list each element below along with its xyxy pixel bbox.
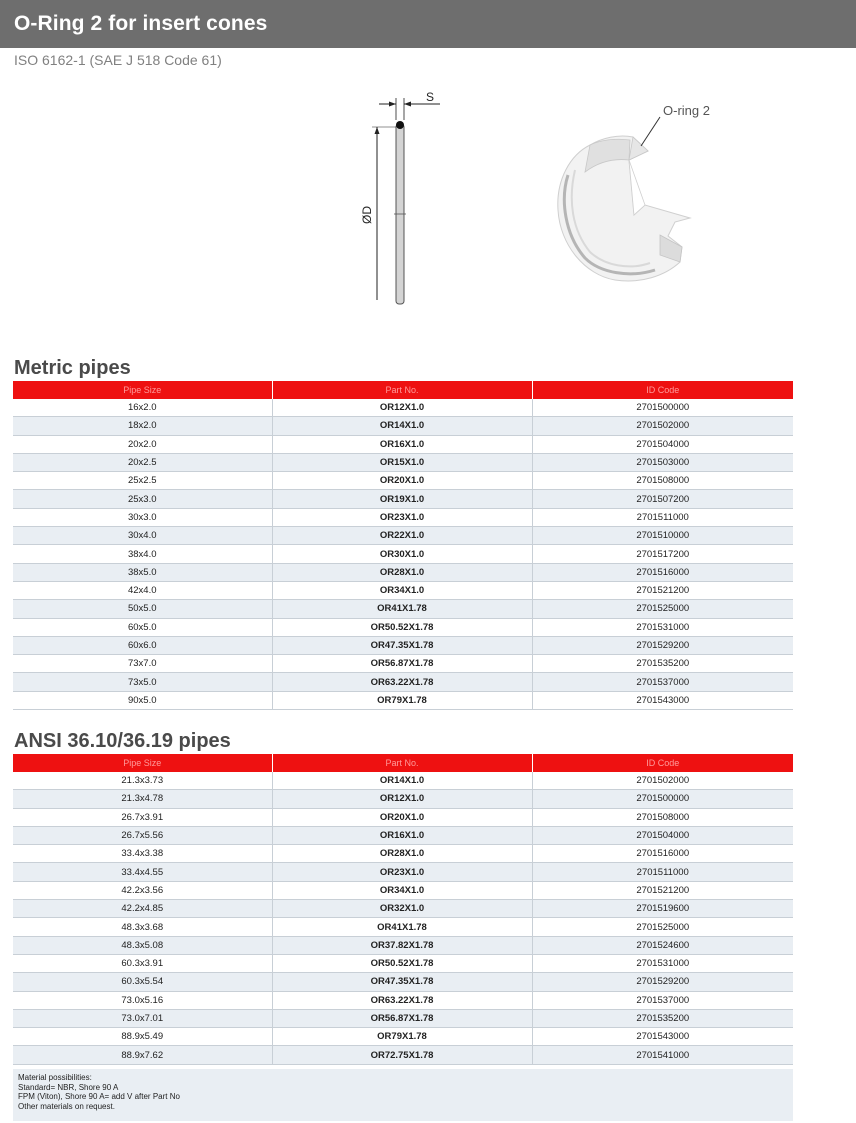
part-no-cell: OR22X1.0 [272,527,532,545]
pipe-size-cell: 88.9x5.49 [13,1028,272,1046]
ansi-pipes-table [13,754,793,1065]
part-no-cell: OR14X1.0 [272,417,532,435]
id-code-cell: 2701535200 [532,655,793,673]
part-no-cell: OR41X1.78 [272,600,532,618]
table-row [13,772,793,790]
id-code-cell: 2701521200 [532,881,793,899]
pipe-size-cell: 42.2x4.85 [13,900,272,918]
id-code-cell: 2701500000 [532,399,793,417]
id-code-cell: 2701508000 [532,808,793,826]
id-code-cell: 2701531000 [532,618,793,636]
id-code-cell: 2701502000 [532,417,793,435]
id-code-cell: 2701529200 [532,636,793,654]
ansi-section-title: ANSI 36.10/36.19 pipes [14,730,231,752]
table-row [13,618,793,636]
notes-line: FPM (Viton), Shore 90 A= add V after Part No [18,1092,180,1101]
table-row [13,826,793,844]
id-code-cell: 2701508000 [532,472,793,490]
pipe-size-cell: 20x2.5 [13,453,272,471]
table-row [13,881,793,899]
part-no-cell: OR34X1.0 [272,581,532,599]
col-header-part-no: Part No. [272,754,532,772]
id-code-cell: 2701516000 [532,845,793,863]
pipe-size-cell: 25x2.5 [13,472,272,490]
part-no-cell: OR63.22X1.78 [272,991,532,1009]
table-row [13,1028,793,1046]
id-code-cell: 2701511000 [532,508,793,526]
pipe-size-cell: 73.0x7.01 [13,1009,272,1027]
pipe-size-cell: 50x5.0 [13,600,272,618]
part-no-cell: OR47.35X1.78 [272,973,532,991]
table-header-row [13,754,793,772]
part-no-cell: OR30X1.0 [272,545,532,563]
table-row [13,417,793,435]
part-no-cell: OR56.87X1.78 [272,655,532,673]
id-code-cell: 2701525000 [532,918,793,936]
id-code-cell: 2701503000 [532,453,793,471]
pipe-size-cell: 21.3x3.73 [13,772,272,790]
id-code-cell: 2701543000 [532,691,793,709]
pipe-size-cell: 21.3x4.78 [13,790,272,808]
id-code-cell: 2701543000 [532,1028,793,1046]
part-no-cell: OR16X1.0 [272,826,532,844]
id-code-cell: 2701531000 [532,954,793,972]
id-code-cell: 2701517200 [532,545,793,563]
notes-line: Other materials on request. [18,1101,115,1111]
id-code-cell: 2701510000 [532,527,793,545]
id-code-cell: 2701516000 [532,563,793,581]
pipe-size-cell: 20x2.0 [13,435,272,453]
table-row [13,900,793,918]
table-row [13,991,793,1009]
table-row [13,1046,793,1064]
col-header-pipe-size: Pipe Size [13,754,272,772]
table-row [13,673,793,691]
id-code-cell: 2701535200 [532,1009,793,1027]
part-no-cell: OR50.52X1.78 [272,618,532,636]
id-code-cell: 2701511000 [532,863,793,881]
pipe-size-cell: 25x3.0 [13,490,272,508]
id-code-cell: 2701521200 [532,581,793,599]
part-no-cell: OR28X1.0 [272,845,532,863]
oring-section-drawing [360,90,440,304]
pipe-size-cell: 16x2.0 [13,399,272,417]
table-row [13,508,793,526]
pipe-size-cell: 48.3x3.68 [13,918,272,936]
part-no-cell: OR12X1.0 [272,790,532,808]
pipe-size-cell: 33.4x4.55 [13,863,272,881]
pipe-size-cell: 73.0x5.16 [13,991,272,1009]
technical-drawing [0,80,856,330]
table-row [13,1009,793,1027]
table-row [13,527,793,545]
insert-cone-illustration [558,103,710,281]
table-row [13,581,793,599]
table-header-row [13,381,793,399]
part-no-cell: OR20X1.0 [272,808,532,826]
table-row [13,490,793,508]
metric-section-title: Metric pipes [14,357,131,379]
dim-s-label: S [426,90,435,104]
table-row [13,563,793,581]
pipe-size-cell: 33.4x3.38 [13,845,272,863]
header-bar [0,0,856,48]
pipe-size-cell: 26.7x3.91 [13,808,272,826]
id-code-cell: 2701500000 [532,790,793,808]
part-no-cell: OR16X1.0 [272,435,532,453]
notes-line: Standard= NBR, Shore 90 A [18,1082,119,1092]
pipe-size-cell: 90x5.0 [13,691,272,709]
col-header-part-no: Part No. [272,381,532,399]
table-row [13,453,793,471]
part-no-cell: OR50.52X1.78 [272,954,532,972]
part-no-cell: OR20X1.0 [272,472,532,490]
table-row [13,691,793,709]
dim-od-label: ØD [360,206,374,224]
pipe-size-cell: 42x4.0 [13,581,272,599]
id-code-cell: 2701525000 [532,600,793,618]
pipe-size-cell: 30x4.0 [13,527,272,545]
table-row [13,808,793,826]
oring-callout-label: O-ring 2 [663,103,710,118]
table-row [13,863,793,881]
pipe-size-cell: 18x2.0 [13,417,272,435]
part-no-cell: OR15X1.0 [272,453,532,471]
part-no-cell: OR72.75X1.78 [272,1046,532,1064]
id-code-cell: 2701529200 [532,973,793,991]
col-header-id-code: ID Code [532,754,793,772]
part-no-cell: OR47.35X1.78 [272,636,532,654]
table-row [13,936,793,954]
pipe-size-cell: 73x5.0 [13,673,272,691]
id-code-cell: 2701507200 [532,490,793,508]
part-no-cell: OR34X1.0 [272,881,532,899]
table-row [13,600,793,618]
pipe-size-cell: 26.7x5.56 [13,826,272,844]
part-no-cell: OR23X1.0 [272,508,532,526]
table-row [13,472,793,490]
page-title: O-Ring 2 for insert cones [14,12,268,35]
pipe-size-cell: 30x3.0 [13,508,272,526]
id-code-cell: 2701541000 [532,1046,793,1064]
part-no-cell: OR12X1.0 [272,399,532,417]
pipe-size-cell: 48.3x5.08 [13,936,272,954]
id-code-cell: 2701519600 [532,900,793,918]
table-row [13,399,793,417]
table-row [13,636,793,654]
pipe-size-cell: 38x4.0 [13,545,272,563]
part-no-cell: OR28X1.0 [272,563,532,581]
table-row [13,954,793,972]
pipe-size-cell: 38x5.0 [13,563,272,581]
table-row [13,845,793,863]
part-no-cell: OR14X1.0 [272,772,532,790]
pipe-size-cell: 42.2x3.56 [13,881,272,899]
id-code-cell: 2701524600 [532,936,793,954]
part-no-cell: OR79X1.78 [272,1028,532,1046]
pipe-size-cell: 60x6.0 [13,636,272,654]
table-row [13,435,793,453]
table-row [13,545,793,563]
col-header-pipe-size: Pipe Size [13,381,272,399]
part-no-cell: OR23X1.0 [272,863,532,881]
id-code-cell: 2701537000 [532,673,793,691]
pipe-size-cell: 88.9x7.62 [13,1046,272,1064]
pipe-size-cell: 60.3x5.54 [13,973,272,991]
id-code-cell: 2701537000 [532,991,793,1009]
standard-subtitle: ISO 6162-1 (SAE J 518 Code 61) [14,52,222,68]
id-code-cell: 2701502000 [532,772,793,790]
pipe-size-cell: 73x7.0 [13,655,272,673]
table-row [13,790,793,808]
id-code-cell: 2701504000 [532,826,793,844]
pipe-size-cell: 60.3x3.91 [13,954,272,972]
table-row [13,655,793,673]
part-no-cell: OR56.87X1.78 [272,1009,532,1027]
table-row [13,918,793,936]
pipe-size-cell: 60x5.0 [13,618,272,636]
table-row [13,973,793,991]
part-no-cell: OR79X1.78 [272,691,532,709]
part-no-cell: OR37.82X1.78 [272,936,532,954]
col-header-id-code: ID Code [532,381,793,399]
part-no-cell: OR19X1.0 [272,490,532,508]
part-no-cell: OR63.22X1.78 [272,673,532,691]
material-notes [13,1069,793,1121]
part-no-cell: OR41X1.78 [272,918,532,936]
id-code-cell: 2701504000 [532,435,793,453]
part-no-cell: OR32X1.0 [272,900,532,918]
metric-pipes-table [13,381,793,710]
notes-line: Material possibilities: [18,1073,92,1082]
